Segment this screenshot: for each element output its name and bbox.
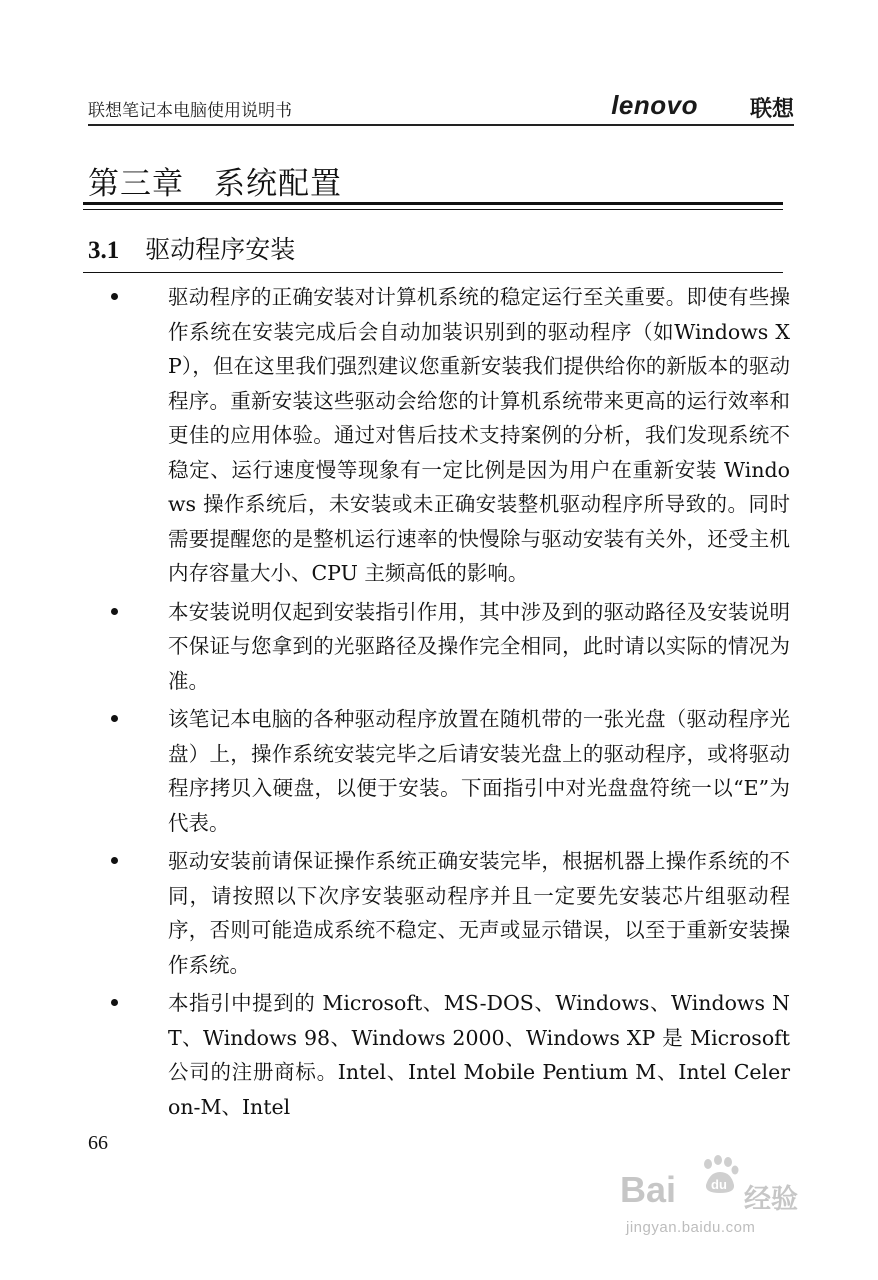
page-header (88, 90, 794, 126)
section-title: 驱动程序安装 (145, 235, 296, 264)
watermark-url: jingyan.baidu.com (626, 1219, 756, 1236)
bullet-icon (111, 608, 118, 615)
paw-icon (698, 1155, 742, 1195)
chapter-number: 第三章 (88, 166, 184, 202)
paragraph: 该笔记本电脑的各种驱动程序放置在随机带的一张光盘（驱动程序光盘）上，操作系统安装完毕之后请安装光盘上的驱动程序，或将驱动程序拷贝入硬盘，以便于安装。下面指引中对光盘盘符统一以“E”为代表。 (168, 707, 790, 835)
paw-text: du (711, 1177, 727, 1192)
chapter-heading (88, 158, 342, 203)
section-number: 3.1 (88, 237, 120, 264)
header-title: 联想笔记本电脑使用说明书 (88, 101, 292, 121)
baidu-watermark (620, 1155, 820, 1255)
bullet-icon (111, 715, 118, 722)
watermark-cn: 经验 (744, 1184, 798, 1215)
chapter-rule-thin (83, 209, 783, 210)
section-rule (83, 272, 783, 273)
list-item (0, 280, 878, 591)
watermark-brand: Bai (620, 1169, 677, 1210)
lenovo-logo-cn: 联想 (749, 97, 794, 122)
chapter-rule-thick (83, 202, 783, 205)
page-number: 66 (88, 1132, 108, 1154)
paragraph: 驱动安装前请保证操作系统正确安装完毕，根据机器上操作系统的不同，请按照以下次序安装驱动程序并且一定要先安装芯片组驱动程序，否则可能造成系统不稳定、无声或显示错误，以至于重新安装操作系统。 (168, 849, 790, 977)
bullet-icon (111, 857, 118, 864)
list-item (0, 595, 878, 699)
paragraph: 驱动程序的正确安装对计算机系统的稳定运行至关重要。即使有些操作系统在安装完成后会自动加装识别到的驱动程序（如Windows XP），但在这里我们强烈建议您重新安装我们提供给你的新版本的驱动程序。重新安装这些驱动会给您的计算机系统带来更高的运行效率和更佳的应用体验。通过对售后技术支持案例的分析，我们发现系统不稳定、运行速度慢等现象有一定比例是因为用户在重新安装 Windows 操作系统后，未安装或未正确安装整机驱动程序所导致的。同时需要提醒您的是整机运行速率的快慢除与驱动安装有关外，还受主机内存容量大小、CPU 主频高低的影响。 (168, 285, 790, 585)
paragraph: 本安装说明仅起到安装指引作用，其中涉及到的驱动路径及安装说明不保证与您拿到的光驱路径及操作完全相同，此时请以实际的情况为准。 (168, 599, 790, 693)
list-item (0, 702, 878, 840)
chapter-title: 系统配置 (214, 166, 342, 202)
bullet-list (0, 280, 878, 1128)
paragraph: 本指引中提到的 Microsoft、MS-DOS、Windows、Windows NT、Windows 98、Windows 2000、Windows XP 是 Microsoft 公司的注册商标。Intel、Intel Mobile Pentium M、Intel Celeron-M、Intel (168, 991, 790, 1119)
section-heading (88, 230, 295, 266)
bullet-icon (111, 999, 118, 1006)
list-item (0, 986, 878, 1124)
list-item (0, 844, 878, 982)
lenovo-logo: lenovo (611, 90, 698, 120)
bullet-icon (111, 293, 118, 300)
